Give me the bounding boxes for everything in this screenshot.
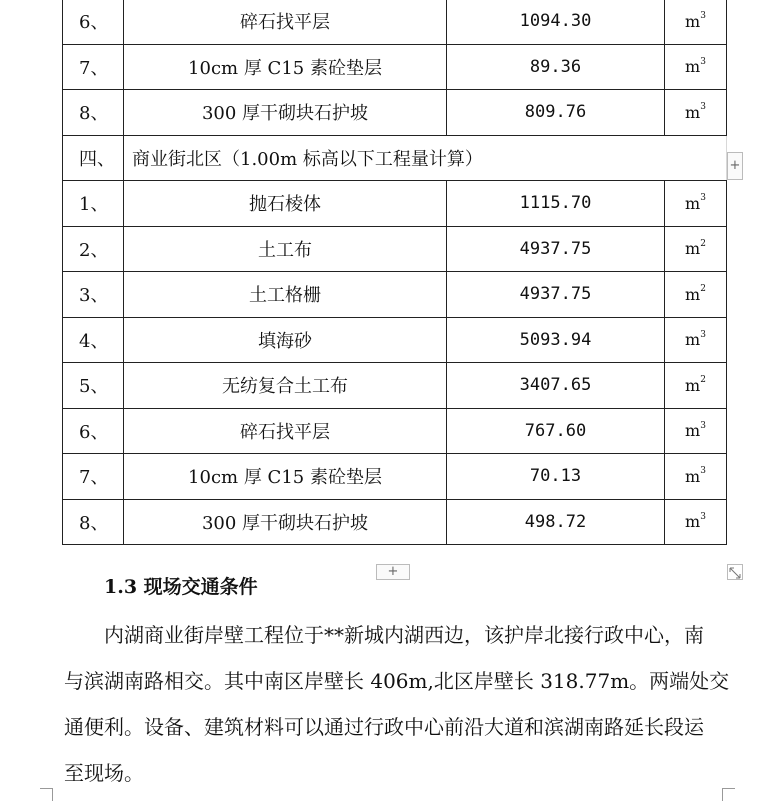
unit-base: m [685,11,701,31]
paragraph-line: 通便利。设备、建筑材料可以通过行政中心前沿大道和滨湖南路延长段运 [64,715,704,739]
unit-base: m [685,57,701,77]
paragraph-line: 与滨湖南路相交。其中南区岸壁长 406m,北区岸壁长 318.77m。两端处交 [64,669,730,693]
item-name: 无纺复合土工布 [124,363,447,409]
unit-base: m [685,102,701,122]
item-quantity: 3407.65 [447,363,665,409]
item-name: 土工格栅 [124,272,447,318]
item-name: 300 厚干砌块石护坡 [124,499,447,545]
row-number: 3、 [63,272,124,318]
item-name: 填海砂 [124,317,447,363]
item-quantity: 809.76 [447,90,665,136]
item-unit [665,0,727,44]
item-quantity: 767.60 [447,408,665,454]
item-quantity: 5093.94 [447,317,665,363]
item-unit [665,181,727,227]
item-quantity: 4937.75 [447,272,665,318]
item-unit [665,44,727,90]
item-unit [665,317,727,363]
unit-base: m [685,512,701,532]
item-quantity: 1094.30 [447,0,665,44]
unit-exponent: 2 [700,375,706,386]
table-row [63,454,727,500]
table-row [63,44,727,90]
item-quantity: 89.36 [447,44,665,90]
row-number: 1、 [63,181,124,227]
item-unit [665,363,727,409]
unit-exponent: 3 [700,193,706,204]
unit-base: m [685,239,701,259]
unit-base: m [685,466,701,486]
table-row [63,272,727,318]
row-number: 8、 [63,499,124,545]
unit-base: m [685,375,701,395]
item-name: 碎石找平层 [124,408,447,454]
row-number: 8、 [63,90,124,136]
section-row [63,135,727,181]
add-row-button[interactable]: + [376,564,410,580]
item-unit [665,90,727,136]
row-number: 7、 [63,454,124,500]
body-paragraph [64,612,730,796]
row-number: 7、 [63,44,124,90]
table-row [63,408,727,454]
item-name: 300 厚干砌块石护坡 [124,90,447,136]
page-margin-mark-right [722,788,735,801]
item-quantity: 498.72 [447,499,665,545]
item-quantity: 4937.75 [447,226,665,272]
item-unit [665,226,727,272]
section-number: 四、 [63,135,124,181]
table-resize-handle[interactable] [727,564,743,580]
unit-base: m [685,284,701,304]
page-margin-mark-left [40,788,53,801]
row-number: 2、 [63,226,124,272]
table-row [63,181,727,227]
table-row [63,90,727,136]
resize-diagonal-icon [728,566,742,580]
unit-exponent: 2 [700,238,706,249]
row-number: 6、 [63,0,124,44]
unit-exponent: 2 [700,284,706,295]
unit-exponent: 3 [700,420,706,431]
row-number: 4、 [63,317,124,363]
unit-base: m [685,421,701,441]
table-row [63,226,727,272]
item-unit [665,408,727,454]
paragraph-line: 至现场。 [64,761,144,785]
add-column-button[interactable]: + [727,152,743,180]
unit-exponent: 3 [700,466,706,477]
item-quantity: 70.13 [447,454,665,500]
item-unit [665,454,727,500]
item-name: 抛石棱体 [124,181,447,227]
section-title: 商业街北区（1.00m 标高以下工程量计算） [124,135,727,181]
unit-exponent: 3 [700,102,706,113]
unit-base: m [685,193,701,213]
item-name: 10cm 厚 C15 素砼垫层 [124,44,447,90]
section-heading: 1.3 现场交通条件 [104,576,258,598]
table-row [63,317,727,363]
paragraph-line: 内湖商业街岸壁工程位于**新城内湖西边，该护岸北接行政中心，南 [104,623,704,647]
row-number: 5、 [63,363,124,409]
item-unit [665,499,727,545]
quantity-table [62,0,727,545]
unit-exponent: 3 [700,56,706,67]
unit-base: m [685,330,701,350]
unit-exponent: 3 [700,511,706,522]
table-row [63,363,727,409]
item-name: 土工布 [124,226,447,272]
item-quantity: 1115.70 [447,181,665,227]
row-number: 6、 [63,408,124,454]
table-row [63,499,727,545]
item-unit [665,272,727,318]
table-row [63,0,727,44]
item-name: 碎石找平层 [124,0,447,44]
item-name: 10cm 厚 C15 素砼垫层 [124,454,447,500]
unit-exponent: 3 [700,11,706,22]
unit-exponent: 3 [700,329,706,340]
